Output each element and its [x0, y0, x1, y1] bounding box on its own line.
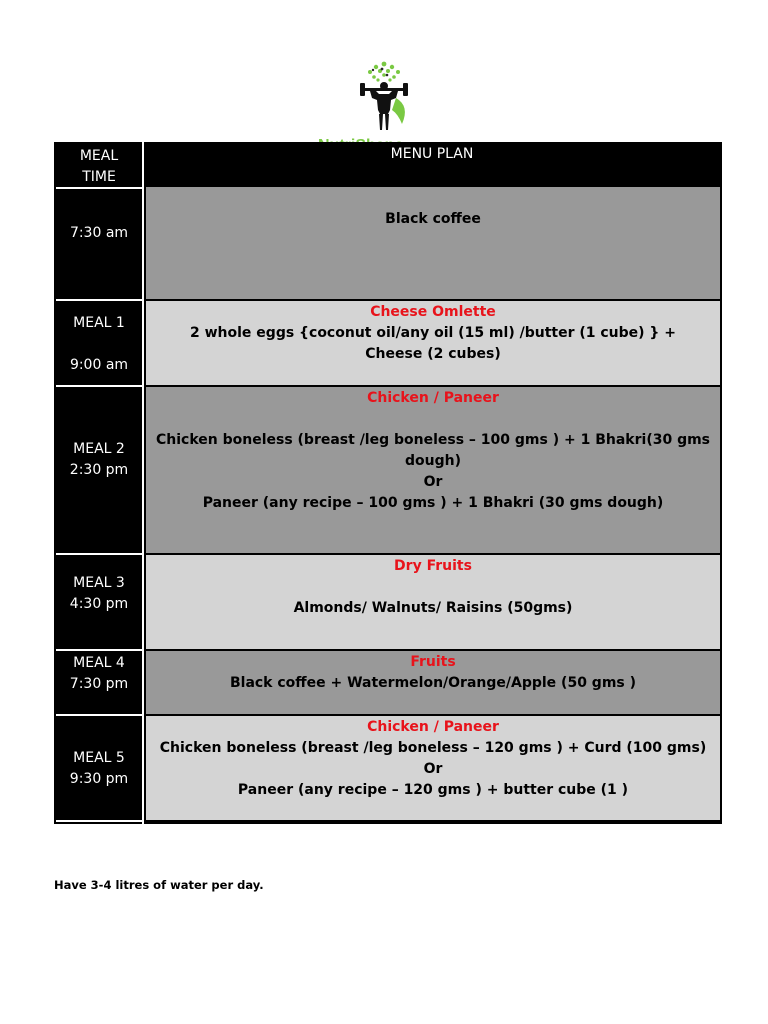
menu-line: Cheese (2 cubes) [365, 346, 501, 362]
time-line: MEAL 2 [73, 441, 125, 457]
menu-line: dough) [405, 453, 461, 469]
water-note: Have 3-4 litres of water per day. [54, 878, 264, 892]
menu-title: Dry Fruits [394, 558, 472, 574]
menu-title: Fruits [410, 654, 456, 670]
meal-plan-table [54, 142, 722, 824]
menu-cell-4 [146, 555, 720, 649]
menu-line: Black coffee [385, 211, 481, 227]
time-cell-3 [56, 387, 142, 553]
menu-line: 2 whole eggs {coconut oil/any oil (15 ml) /butter (1 cube) } + [190, 325, 676, 341]
time-line: MEAL 3 [73, 575, 125, 591]
brand-logo [318, 58, 450, 144]
header-meal-time [56, 142, 142, 187]
time-line: MEAL 4 [73, 655, 125, 671]
menu-line: Or [423, 474, 443, 490]
time-line: MEAL 5 [73, 750, 125, 766]
menu-title: Chicken / Paneer [367, 390, 499, 406]
menu-line: Black coffee + Watermelon/Orange/Apple (50 gms ) [229, 675, 637, 691]
menu-line: Or [423, 761, 443, 777]
time-line [56, 334, 142, 355]
time-cell-6 [56, 716, 142, 820]
time-line: 7:30 pm [69, 676, 129, 692]
menu-line: Paneer (any recipe – 100 gms ) + 1 Bhakri (30 gms dough) [202, 495, 664, 511]
menu-line: Almonds/ Walnuts/ Raisins (50gms) [293, 600, 573, 616]
time-line: 9:00 am [69, 357, 129, 373]
menu-cell-2 [146, 301, 720, 385]
time-cell-4 [56, 555, 142, 649]
header-meal-time-label: MEAL TIME [79, 148, 119, 185]
menu-cell-3 [146, 387, 720, 553]
menu-line: Chicken boneless (breast /leg boneless – 100 gms ) + 1 Bhakri(30 gms [155, 432, 711, 448]
time-cell-2 [56, 301, 142, 385]
menu-title: Cheese Omlette [370, 304, 496, 320]
menu-line: Paneer (any recipe – 120 gms ) + butter cube (1 ) [237, 782, 629, 798]
header-menu-plan-label: MENU PLAN [390, 146, 474, 162]
time-line: MEAL 1 [73, 315, 125, 331]
menu-line: Chicken boneless (breast /leg boneless – 120 gms ) + Curd (100 gms) [159, 740, 707, 756]
time-line: 2:30 pm [69, 462, 129, 478]
menu-line [146, 577, 720, 598]
menu-line [146, 409, 720, 430]
menu-cell-5 [146, 651, 720, 714]
menu-cell-6 [146, 716, 720, 820]
time-line: 9:30 pm [69, 771, 129, 787]
time-line: 7:30 am [69, 225, 129, 241]
menu-cell-1 [146, 187, 720, 299]
header-menu-plan [144, 142, 720, 187]
time-line: 4:30 pm [69, 596, 129, 612]
time-cell-1 [56, 189, 142, 299]
menu-title: Chicken / Paneer [367, 719, 499, 735]
time-cell-5 [56, 651, 142, 714]
